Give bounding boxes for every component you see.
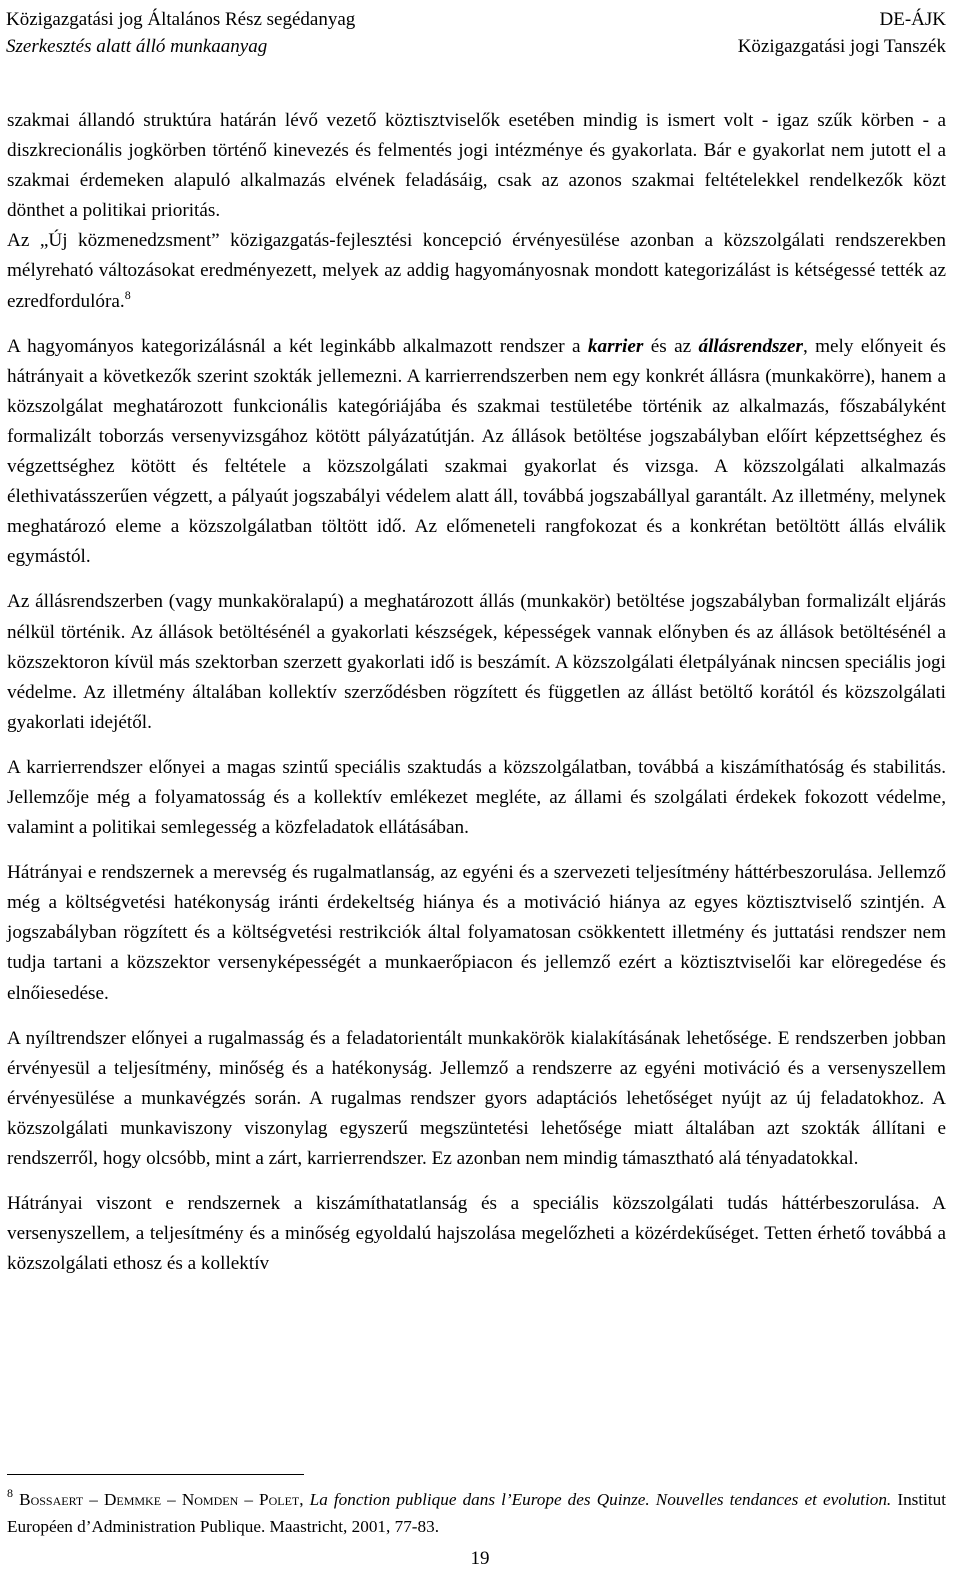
paragraph-8: Hátrányai viszont e rendszernek a kiszámíthatatlanság és a speciális közszolgálati tudás háttérbeszorulása. A versenyszellem, a teljesítmény és a minőség egyoldalú hajszolása megelőzheti a közérdekűséget. Tetten érhető továbbá a közszolgálati ethosz és a kollektív	[7, 1193, 946, 1275]
paragraph-3	[7, 332, 946, 573]
paragraph-6: Hátrányai e rendszernek a merevség és rugalmatlanság, az egyéni és a szervezeti teljesítmény háttérbeszorulása. Jellemző még a költségvetési hatékonyság iránti érdekeltség hiánya és a motiváció hiánya az egyes köztisztviselő szintjén. A jogszabályban rögzített és a költségvetési restrikciók által folyamatosan csökkentett illetmény és juttatási rendszer nem tudja tartani a közszektor versenyképességét a munkaerőpiacon és jellemző ezért a köztisztviselői kar elöregedése és elnőiesedése.	[7, 862, 946, 1004]
document-body	[7, 106, 946, 1294]
header-department: Közigazgatási jogi Tanszék	[737, 36, 946, 57]
paragraph-1: szakmai állandó struktúra határán lévő vezető köztisztviselők esetében mindig is ismert volt - igaz szűk körben - a diszkrecionális jogkörben történő kinevezés és felmentés jogi intézménye és gyakorlata. Bár e gyakorlat nem jutott el a szakmai érdemeken alapuló alkalmazás elvének feladásáig, csak az azonos szakmai feltételekkel rendelkezők közt dönthet a politikai prioritás.	[7, 110, 946, 222]
footnote-title: La fonction publique dans l’Europe des Quinze. Nouvelles tendances et evolution.	[309, 1490, 892, 1509]
footnote-authors: Bossaert – Demmke – Nomden – Polet,	[19, 1490, 304, 1509]
footnote-publisher: Institut Européen d’Administration Publique. Maastricht, 2001, 77-83.	[7, 1490, 947, 1536]
paragraph-4: Az állásrendszerben (vagy munkaköralapú) a meghatározott állás (munkakör) betöltése jogszabályban formalizált eljárás nélkül történik. Az állások betöltésénél a gyakorlati készségek, képességek vannak előnyben és az állások betöltésénél a közszektoron kívül más szektorban szerzett gyakorlati idő is beszámít. A közszolgálati életpályának nincsen speciális jogi védelme. Az illetmény általában kollektív szerződésben rögzített és független az állást betöltő korától és közszolgálati gyakorlati idejétől.	[7, 591, 946, 733]
paragraph-2	[7, 226, 946, 316]
page-number: 19	[470, 1548, 490, 1569]
paragraph-2-text: Az „Új közmenedzsment” közigazgatás-fejlesztési koncepció érvényesülése azonban a közszolgálati rendszerekben mélyreható változásokat eredményezett, melyek az addig hagyományosnak mondott kategorizálást is kétségessé tették az ezredfordulóra.	[7, 230, 946, 312]
page-header	[6, 6, 946, 60]
footnote-number: 8	[7, 1486, 13, 1500]
header-institution: DE-ÁJK	[879, 9, 946, 30]
paragraph-3-text-a: A hagyományos kategorizálásnál a két leginkább alkalmazott rendszer a	[7, 335, 588, 357]
footnote-reference[interactable]: 8	[124, 287, 131, 302]
term-allasrendszer: állásrendszer	[698, 335, 803, 357]
paragraph-5: A karrierrendszer előnyei a magas szintű speciális szaktudás a közszolgálatban, továbbá a kiszámíthatóság és stabilitás. Jellemzője még a folyamatosság és a kollektív emlékezet megléte, az állami és szolgálati érdekek fokozott védelme, valamint a politikai semlegesség a közfeladatok ellátásában.	[7, 756, 946, 839]
term-karrier: karrier	[587, 335, 644, 357]
footnote-separator	[7, 1474, 304, 1475]
footnote	[7, 1486, 946, 1540]
header-course-title: Közigazgatási jog Általános Rész segédanyag	[6, 9, 356, 30]
paragraph-7: A nyíltrendszer előnyei a rugalmasság és a feladatorientált munkakörök kialakításának lehetősége. E rendszerben jobban érvényesül a teljesítmény, minőség és a hatékonyság. Jellemző a rendszerre az egyéni motiváció és a versenyszellem érvényesülése a munkavégzés során. A rugalmas rendszer gyors adaptációs lehetőséget nyújt az új feladatokhoz. A közszolgálati munkaviszony viszonylag egyszerű megszüntetési lehetősége miatt általában azt szokták állítani e rendszerről, hogy olcsóbb, mint a zárt, karrierrendszer. Ez azonban nem mindig támasztható alá tényadatokkal.	[7, 1027, 946, 1169]
header-draft-note: Szerkesztés alatt álló munkaanyag	[6, 36, 268, 57]
paragraph-3-text-b: és az	[643, 335, 699, 357]
paragraph-3-text-c: , mely előnyeit és hátrányait a következők szerint szokták jellemezni. A karrierrendszerben nem egy konkrét állásra (munkakörre), hanem a közszolgálat meghatározott funkcionális kategóriájába és szakmai testületébe történik az alkalmazás, főszabályként formalizált toborzás versenyvizsgához kötött pályázatútján. Az állások betöltése jogszabályban előírt képzettséghez és végzettséghez kötött és feltétele a közszolgálati szakmai gyakorlat és vizsga. A közszolgálati alkalmazás élethivatásszerűen végzett, a pályaút jogszabályi védelem alatt áll, továbbá jogszabállyal garantált. Az illetmény, melynek meghatározó eleme a közszolgálatban töltött idő. Az előmeneteli rangfokozat és a konkrétan betöltött állás elválik egymástól.	[7, 335, 946, 568]
